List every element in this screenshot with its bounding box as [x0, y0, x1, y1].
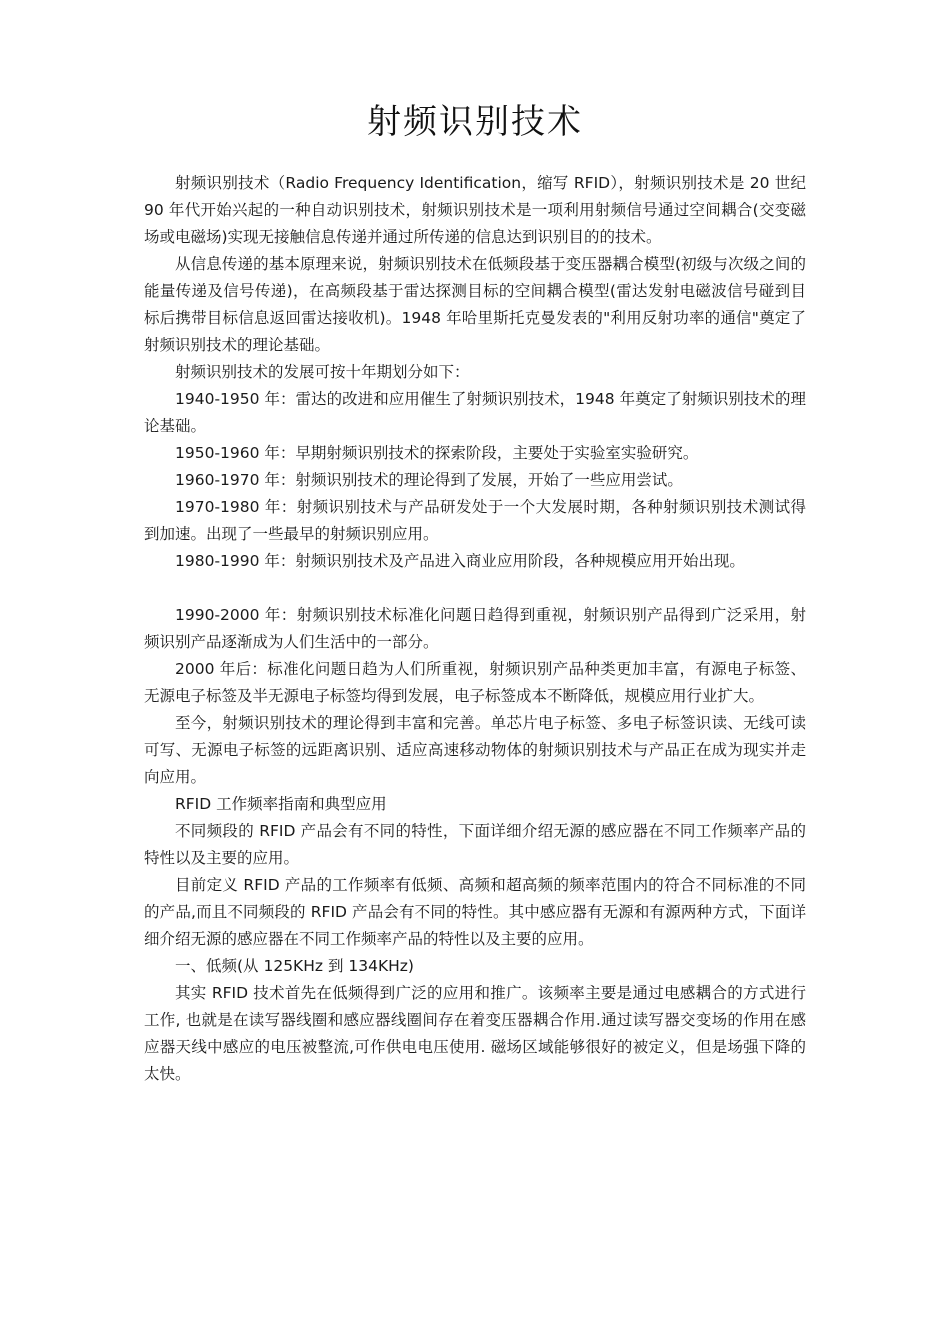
- paragraph-history-intro: 射频识别技术的发展可按十年期划分如下：: [175, 363, 470, 381]
- paragraph-frequency-definition: 目前定义 RFID 产品的工作频率有低频、高频和超高频的频率范围内的符合不同标准的不同的产品,而且不同频段的 RFID 产品会有不同的特性。其中感应器有无源和有源两种方式，下面详细介绍无源的感应器在不同工作频率产品的特性以及主要的应用。: [144, 876, 806, 948]
- paragraph-frequency-intro: 不同频段的 RFID 产品会有不同的特性，下面详细介绍无源的感应器在不同工作频率产品的特性以及主要的应用。: [144, 822, 806, 867]
- paragraph-1950s: 1950-1960 年：早期射频识别技术的探索阶段，主要处于实验室实验研究。: [175, 444, 699, 462]
- paragraph-principle: 从信息传递的基本原理来说，射频识别技术在低频段基于变压器耦合模型(初级与次级之间的能量传递及信号传递)，在高频段基于雷达探测目标的空间耦合模型(雷达发射电磁波信号碰到目标后携带目标信息返回雷达接收机)。1948 年哈里斯托克曼发表的"利用反射功率的通信"奠定了射频识别技术的理论基础。: [144, 255, 806, 354]
- paragraph-intro: 射频识别技术（Radio Frequency Identification，缩写 RFID），射频识别技术是 20 世纪 90 年代开始兴起的一种自动识别技术，射频识别技术是一项利用射频信号通过空间耦合(交变磁场或电磁场)实现无接触信息传递并通过所传递的信息达到识别目的的技术。: [144, 174, 806, 246]
- document-body: [144, 170, 806, 1088]
- paragraph-1940s: 1940-1950 年：雷达的改进和应用催生了射频识别技术，1948 年奠定了射频识别技术的理论基础。: [144, 390, 806, 435]
- paragraph-1980s: 1980-1990 年：射频识别技术及产品进入商业应用阶段，各种规模应用开始出现。: [175, 552, 745, 570]
- paragraph-present: 至今，射频识别技术的理论得到丰富和完善。单芯片电子标签、多电子标签识读、无线可读可写、无源电子标签的远距离识别、适应高速移动物体的射频识别技术与产品正在成为现实并走向应用。: [144, 714, 806, 786]
- paragraph-low-frequency: 其实 RFID 技术首先在低频得到广泛的应用和推广。该频率主要是通过电感耦合的方式进行工作, 也就是在读写器线圈和感应器线圈间存在着变压器耦合作用.通过读写器交变场的作用在感应器天线中感应的电压被整流,可作供电电压使用. 磁场区域能够很好的被定义，但是场强下降的太快。: [144, 984, 806, 1083]
- paragraph-2000s: 2000 年后：标准化问题日趋为人们所重视，射频识别产品种类更加丰富，有源电子标签、无源电子标签及半无源电子标签均得到发展，电子标签成本不断降低，规模应用行业扩大。: [144, 660, 806, 705]
- section-heading-low-frequency: 一、低频(从 125KHz 到 134KHz): [175, 957, 414, 975]
- paragraph-1990s: 1990-2000 年：射频识别技术标准化问题日趋得到重视，射频识别产品得到广泛采用，射频识别产品逐渐成为人们生活中的一部分。: [144, 606, 806, 651]
- paragraph-1960s: 1960-1970 年：射频识别技术的理论得到了发展，开始了一些应用尝试。: [175, 471, 683, 489]
- paragraph-1970s: 1970-1980 年：射频识别技术与产品研发处于一个大发展时期，各种射频识别技术测试得到加速。出现了一些最早的射频识别应用。: [144, 498, 806, 543]
- section-heading-frequency-guide: RFID 工作频率指南和典型应用: [175, 795, 387, 813]
- page-title: 射频识别技术: [367, 102, 583, 142]
